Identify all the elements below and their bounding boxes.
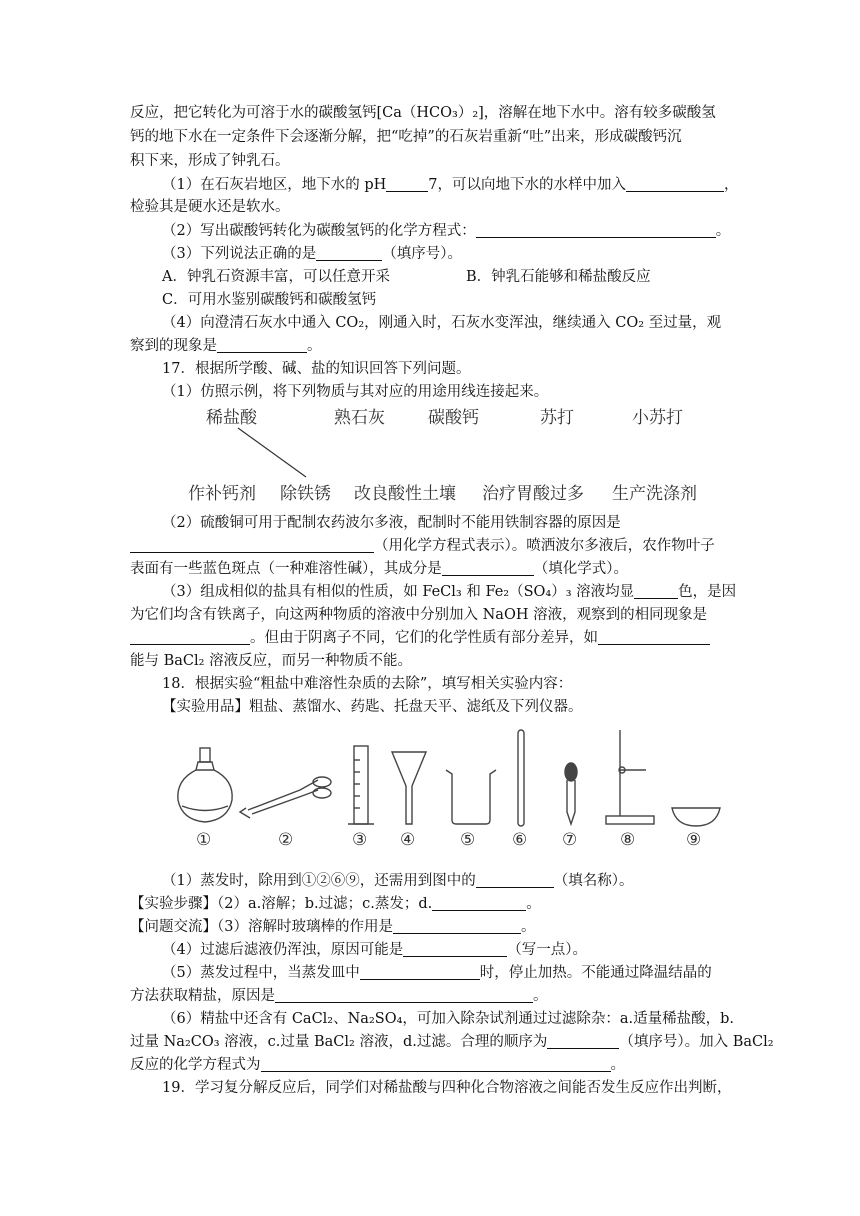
paragraph-line-1: 反应，把它转化为可溶于水的碳酸氢钙[Ca（HCO₃）₂]，溶解在地下水中。溶有较多碳酸氢 bbox=[130, 105, 716, 121]
instrument-label-8: ⑧ bbox=[620, 830, 636, 850]
q17-part2-cont2: 表面有一些蓝色斑点（一种难溶性碱），其成分是 （填化学式）。 bbox=[130, 561, 628, 577]
use-4: 治疗胃酸过多 bbox=[482, 484, 584, 504]
q17-part2-cont: （用化学方程式表示）。喷洒波尔多液后，农作物叶子 bbox=[130, 535, 730, 557]
evaporating-dish-icon bbox=[672, 808, 720, 826]
q16-part4: （4）向澄清石灰水中通入 CO₂，刚通入时，石灰水变浑浊，继续通入 CO₂ 至过量，观 bbox=[162, 315, 722, 331]
substance-1: 稀盐酸 bbox=[206, 408, 257, 428]
use-5: 生产洗涤剂 bbox=[612, 484, 697, 504]
substance-3: 碳酸钙 bbox=[428, 408, 479, 428]
q16-part2: （2）写出碳酸钙转化为碳酸氢钙的化学方程式： 。 bbox=[162, 223, 731, 239]
q16-part4-cont: 察到的现象是 。 bbox=[130, 338, 322, 354]
crucible-tongs-icon bbox=[240, 777, 331, 818]
q17-part1: （1）仿照示例，将下列物质与其对应的用途用线连接起来。 bbox=[162, 384, 549, 400]
instrument-label-2: ② bbox=[278, 830, 294, 850]
q17-part3-cont3: 能与 BaCl₂ 溶液反应，而另一种物质不能。 bbox=[130, 653, 413, 669]
alcohol-lamp-icon bbox=[178, 748, 232, 822]
instrument-label-3: ③ bbox=[352, 830, 368, 850]
answer-blank[interactable] bbox=[393, 917, 521, 934]
answer-blank[interactable] bbox=[360, 963, 480, 980]
q18-part6: （6）精盐中还含有 CaCl₂、Na₂SO₄，可加入除杂试剂通过过滤除杂：a.适量稀盐酸，b. bbox=[162, 1011, 735, 1027]
q17-part3-cont: 为它们均含有铁离子，向这两种物质的溶液中分别加入 NaOH 溶液，观察到的相同现象是 bbox=[130, 607, 708, 623]
q18-part4: （4）过滤后滤液仍浑浊，原因可能是 （写一点）。 bbox=[162, 942, 587, 958]
answer-blank[interactable] bbox=[275, 986, 533, 1003]
instrument-label-5: ⑤ bbox=[460, 830, 476, 850]
q17-part2: （2）硫酸铜可用于配制农药波尔多液，配制时不能用铁制容器的原因是 bbox=[162, 515, 621, 531]
graduated-cylinder-icon bbox=[348, 746, 374, 824]
answer-blank[interactable] bbox=[476, 871, 554, 888]
answer-blank[interactable] bbox=[432, 894, 526, 911]
q18-part5: （5）蒸发过程中，当蒸发皿中 时，停止加热。不能通过降温结晶的 bbox=[162, 965, 712, 981]
question-19: 19．学习复分解反应后，同学们对稀盐酸与四种化合物溶液之间能否发生反应作出判断， bbox=[162, 1080, 732, 1096]
substance-2: 熟石灰 bbox=[334, 408, 385, 428]
paragraph-line-2: 钙的地下水在一定条件下会逐渐分解，把“吃掉”的石灰岩重新“吐”出来，形成碳酸钙沉 bbox=[130, 129, 682, 145]
q18-materials: 【实验用品】粗盐、蒸馏水、药匙、托盘天平、滤纸及下列仪器。 bbox=[162, 699, 583, 715]
q17-part3-cont2: 。但由于阴离子不同，它们的化学性质有部分差异，如 bbox=[130, 627, 730, 649]
q16-option-a: A．钟乳石资源丰富，可以任意开采 bbox=[162, 269, 390, 285]
q18-part1: （1）蒸发时，除用到①②⑥⑨，还需用到图中的 （填名称）。 bbox=[162, 873, 634, 889]
q16-option-b: B．钟乳石能够和稀盐酸反应 bbox=[466, 269, 651, 285]
use-3: 改良酸性土壤 bbox=[354, 484, 456, 504]
paragraph-line-3: 积下来，形成了钟乳石。 bbox=[130, 153, 290, 169]
answer-blank[interactable] bbox=[403, 940, 507, 957]
use-1: 作补钙剂 bbox=[188, 484, 256, 504]
q18-part6-cont2: 反应的化学方程式为 。 bbox=[130, 1057, 625, 1073]
q16-part3: （3）下列说法正确的是 （填序号）。 bbox=[162, 246, 462, 262]
q16-part1-cont: 检验其是硬水还是软水。 bbox=[130, 199, 290, 215]
substance-4: 苏打 bbox=[540, 408, 574, 428]
answer-blank[interactable] bbox=[261, 1055, 611, 1072]
use-2: 除铁锈 bbox=[280, 484, 331, 504]
instrument-label-6: ⑥ bbox=[512, 830, 528, 850]
q16-part1: （1）在石灰岩地区，地下水的 pH 7，可以向地下水的水样中加入 ， bbox=[162, 177, 739, 193]
substance-5: 小苏打 bbox=[632, 408, 683, 428]
q18-part6-cont: 过量 Na₂CO₃ 溶液，c.过量 BaCl₂ 溶液，d.过滤。合理的顺序为 （填序号）。加入 BaCl₂ bbox=[130, 1034, 774, 1050]
answer-blank[interactable] bbox=[547, 1032, 619, 1049]
instrument-label-1: ① bbox=[196, 830, 212, 850]
instrument-label-9: ⑨ bbox=[686, 830, 702, 850]
dropper-icon bbox=[565, 763, 577, 824]
q18-part5-cont: 方法获取精盐，原因是 。 bbox=[130, 988, 548, 1004]
question-18: 18．根据实验“粗盐中难溶性杂质的去除”，填写相关实验内容： bbox=[162, 676, 573, 692]
q16-option-c: C．可用水鉴别碳酸钙和碳酸氢钙 bbox=[162, 292, 377, 308]
q17-part3: （3）组成相似的盐具有相似的性质，如 FeCl₃ 和 Fe₂（SO₄）₃ 溶液均显 色，是因 bbox=[162, 584, 737, 600]
iron-stand-icon bbox=[606, 730, 654, 824]
funnel-icon bbox=[392, 752, 426, 824]
q18-part3: 【问题交流】（3）溶解时玻璃棒的作用是 。 bbox=[130, 919, 536, 935]
instrument-label-7: ⑦ bbox=[562, 830, 578, 850]
question-17: 17．根据所学酸、碱、盐的知识回答下列问题。 bbox=[162, 361, 471, 377]
q18-part2: 【实验步骤】（2）a.溶解；b.过滤；c.蒸发；d. 。 bbox=[130, 896, 541, 912]
glass-rod-icon bbox=[518, 730, 524, 826]
instrument-label-4: ④ bbox=[400, 830, 416, 850]
beaker-icon bbox=[446, 770, 496, 824]
